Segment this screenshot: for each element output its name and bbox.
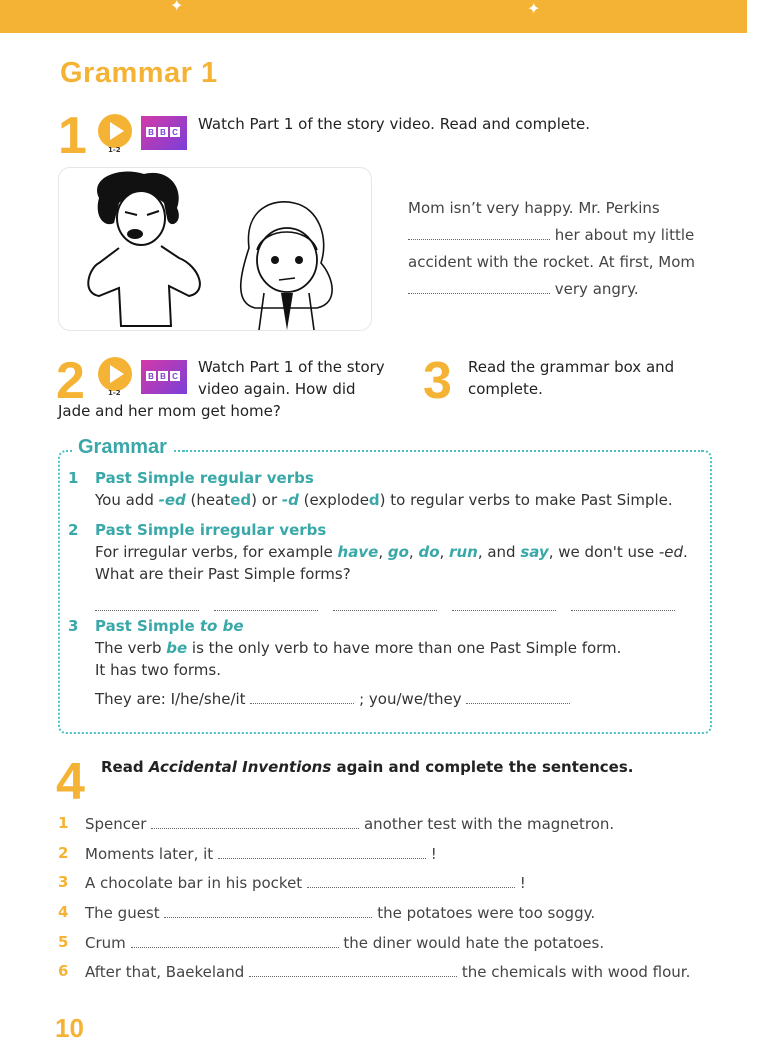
video-play-button[interactable] — [98, 114, 132, 148]
page-title: Grammar 1 — [60, 57, 218, 89]
answer-blank[interactable] — [151, 814, 359, 829]
bbc-logo: B B C — [141, 360, 187, 394]
grammar-answer-blanks — [95, 596, 675, 611]
exercise-3-instruction-line-1: Read the grammar box and — [468, 358, 675, 376]
video-label: 1-2 — [108, 146, 121, 154]
exercise-4-instruction: Read Accidental Inventions again and complete the sentences. — [101, 758, 634, 776]
grammar-item-1-number: 1 — [68, 469, 79, 487]
exercise-1-number: 1 — [58, 107, 87, 165]
answer-blank[interactable] — [571, 596, 675, 611]
grammar-item-2-heading: Past Simple irregular verbs — [95, 521, 327, 539]
answer-blank[interactable] — [164, 903, 372, 918]
video-label: 1-2 — [108, 389, 121, 397]
grammar-item-3-forms: They are: I/he/she/it ; you/we/they — [95, 688, 570, 710]
top-banner — [0, 0, 747, 33]
exercise-3-instruction-line-2: complete. — [468, 380, 543, 398]
exercise-1-instruction: Watch Part 1 of the story video. Read and complete. — [198, 115, 590, 133]
answer-blank[interactable] — [408, 279, 550, 294]
exercise-2-instruction-line-2: video again. How did — [198, 380, 356, 398]
video-play-button[interactable] — [98, 357, 132, 391]
exercise-4-number: 4 — [56, 753, 85, 811]
grammar-item-2-question: What are their Past Simple forms? — [95, 565, 351, 583]
exercise-2-instruction-line-3: Jade and her mom get home? — [58, 402, 281, 420]
exercise-2-number: 2 — [56, 352, 85, 410]
answer-blank[interactable] — [95, 596, 199, 611]
answer-blank[interactable] — [131, 933, 339, 948]
grammar-item-3-heading: Past Simple to be — [95, 617, 244, 635]
grammar-item-3-text-2: It has two forms. — [95, 661, 222, 679]
grammar-item-3-number: 3 — [68, 617, 79, 635]
grammar-title-rule — [183, 450, 703, 452]
page-number: 10 — [55, 1013, 84, 1043]
answer-blank[interactable] — [452, 596, 556, 611]
exercise-3-number: 3 — [423, 352, 452, 410]
grammar-title: Grammar — [72, 436, 173, 459]
answer-blank[interactable] — [250, 689, 354, 704]
mom-and-jade-illustration — [59, 168, 371, 330]
answer-blank[interactable] — [214, 596, 318, 611]
bbc-logo: B B C — [141, 116, 187, 150]
grammar-item-1-heading: Past Simple regular verbs — [95, 469, 314, 487]
grammar-item-3-text: The verb be is the only verb to have more than one Past Simple form. — [95, 639, 622, 657]
answer-blank[interactable] — [408, 225, 550, 240]
play-icon — [98, 114, 132, 148]
answer-blank[interactable] — [333, 596, 437, 611]
play-icon — [98, 357, 132, 391]
sparkle-icon: ✦ — [527, 0, 541, 18]
grammar-item-2-text: For irregular verbs, for example have, go, do, run, and say, we don't use -ed. — [95, 543, 688, 561]
answer-blank[interactable] — [307, 873, 515, 888]
story-text: Mom isn’t very happy. Mr. Perkins her about my little accident with the rocket. At first, Mom very angry. — [408, 199, 696, 298]
story-illustration — [58, 167, 372, 331]
sparkle-icon: ✦ — [170, 0, 184, 15]
grammar-item-2-number: 2 — [68, 521, 79, 539]
answer-blank[interactable] — [218, 844, 426, 859]
answer-blank[interactable] — [466, 689, 570, 704]
answer-blank[interactable] — [249, 962, 457, 977]
exercise-2-instruction-line-1: Watch Part 1 of the story — [198, 358, 385, 376]
grammar-item-1-text: You add -ed (heated) or -d (exploded) to regular verbs to make Past Simple. — [95, 491, 673, 509]
